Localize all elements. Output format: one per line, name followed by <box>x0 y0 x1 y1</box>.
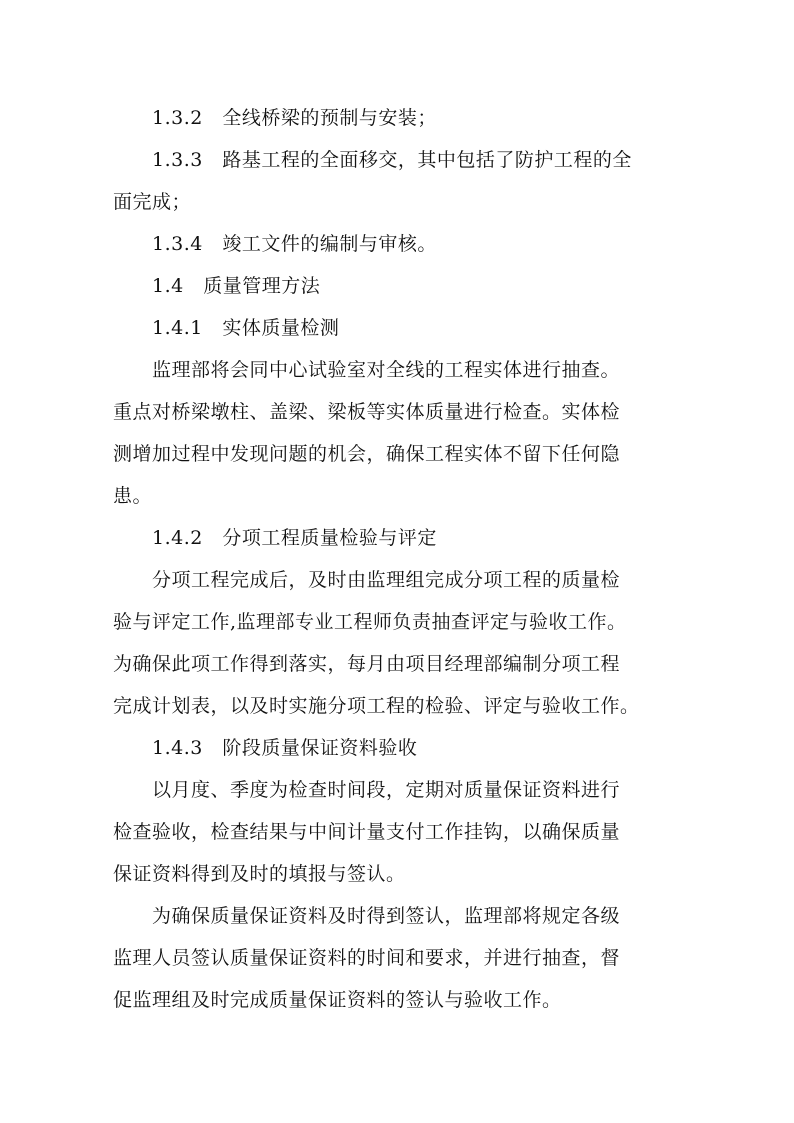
heading-1-4-1: 1.4.1 实体质量检测 <box>152 317 340 339</box>
paragraph-line: 完成计划表，以及时实施分项工程的检验、评定与验收工作。 <box>113 695 640 717</box>
section-1-3-4: 1.3.4 竣工文件的编制与审核。 <box>152 233 437 255</box>
section-1-3-3: 1.3.3 路基工程的全面移交，其中包括了防护工程的全 <box>152 149 632 171</box>
paragraph-line: 为确保此项工作得到落实，每月由项目经理部编制分项工程 <box>113 653 621 675</box>
heading-1-4-2: 1.4.2 分项工程质量检验与评定 <box>152 527 437 549</box>
section-1-3-2: 1.3.2 全线桥梁的预制与安装； <box>152 107 437 129</box>
paragraph-line: 监理部将会同中心试验室对全线的工程实体进行抽查。 <box>152 359 621 381</box>
paragraph-line: 以月度、季度为检查时间段，定期对质量保证资料进行 <box>152 779 621 801</box>
paragraph-line: 促监理组及时完成质量保证资料的签认与验收工作。 <box>113 989 562 1011</box>
paragraph-line: 面完成； <box>113 191 192 213</box>
paragraph-line: 监理人员签认质量保证资料的时间和要求，并进行抽查，督 <box>113 947 621 969</box>
paragraph-line: 重点对桥梁墩柱、盖梁、梁板等实体质量进行检查。实体检 <box>113 401 621 423</box>
heading-1-4: 1.4 质量管理方法 <box>152 275 321 297</box>
paragraph-line: 患。 <box>113 485 153 507</box>
paragraph-line: 验与评定工作,监理部专业工程师负责抽查评定与验收工作。 <box>113 611 627 633</box>
heading-1-4-3: 1.4.3 阶段质量保证资料验收 <box>152 737 418 759</box>
paragraph-line: 分项工程完成后，及时由监理组完成分项工程的质量检 <box>152 569 621 591</box>
paragraph-line: 保证资料得到及时的填报与签认。 <box>113 863 406 885</box>
paragraph-line: 为确保质量保证资料及时得到签认，监理部将规定各级 <box>152 905 621 927</box>
paragraph-line: 测增加过程中发现问题的机会，确保工程实体不留下任何隐 <box>113 443 621 465</box>
paragraph-line: 检查验收，检查结果与中间计量支付工作挂钩，以确保质量 <box>113 821 621 843</box>
